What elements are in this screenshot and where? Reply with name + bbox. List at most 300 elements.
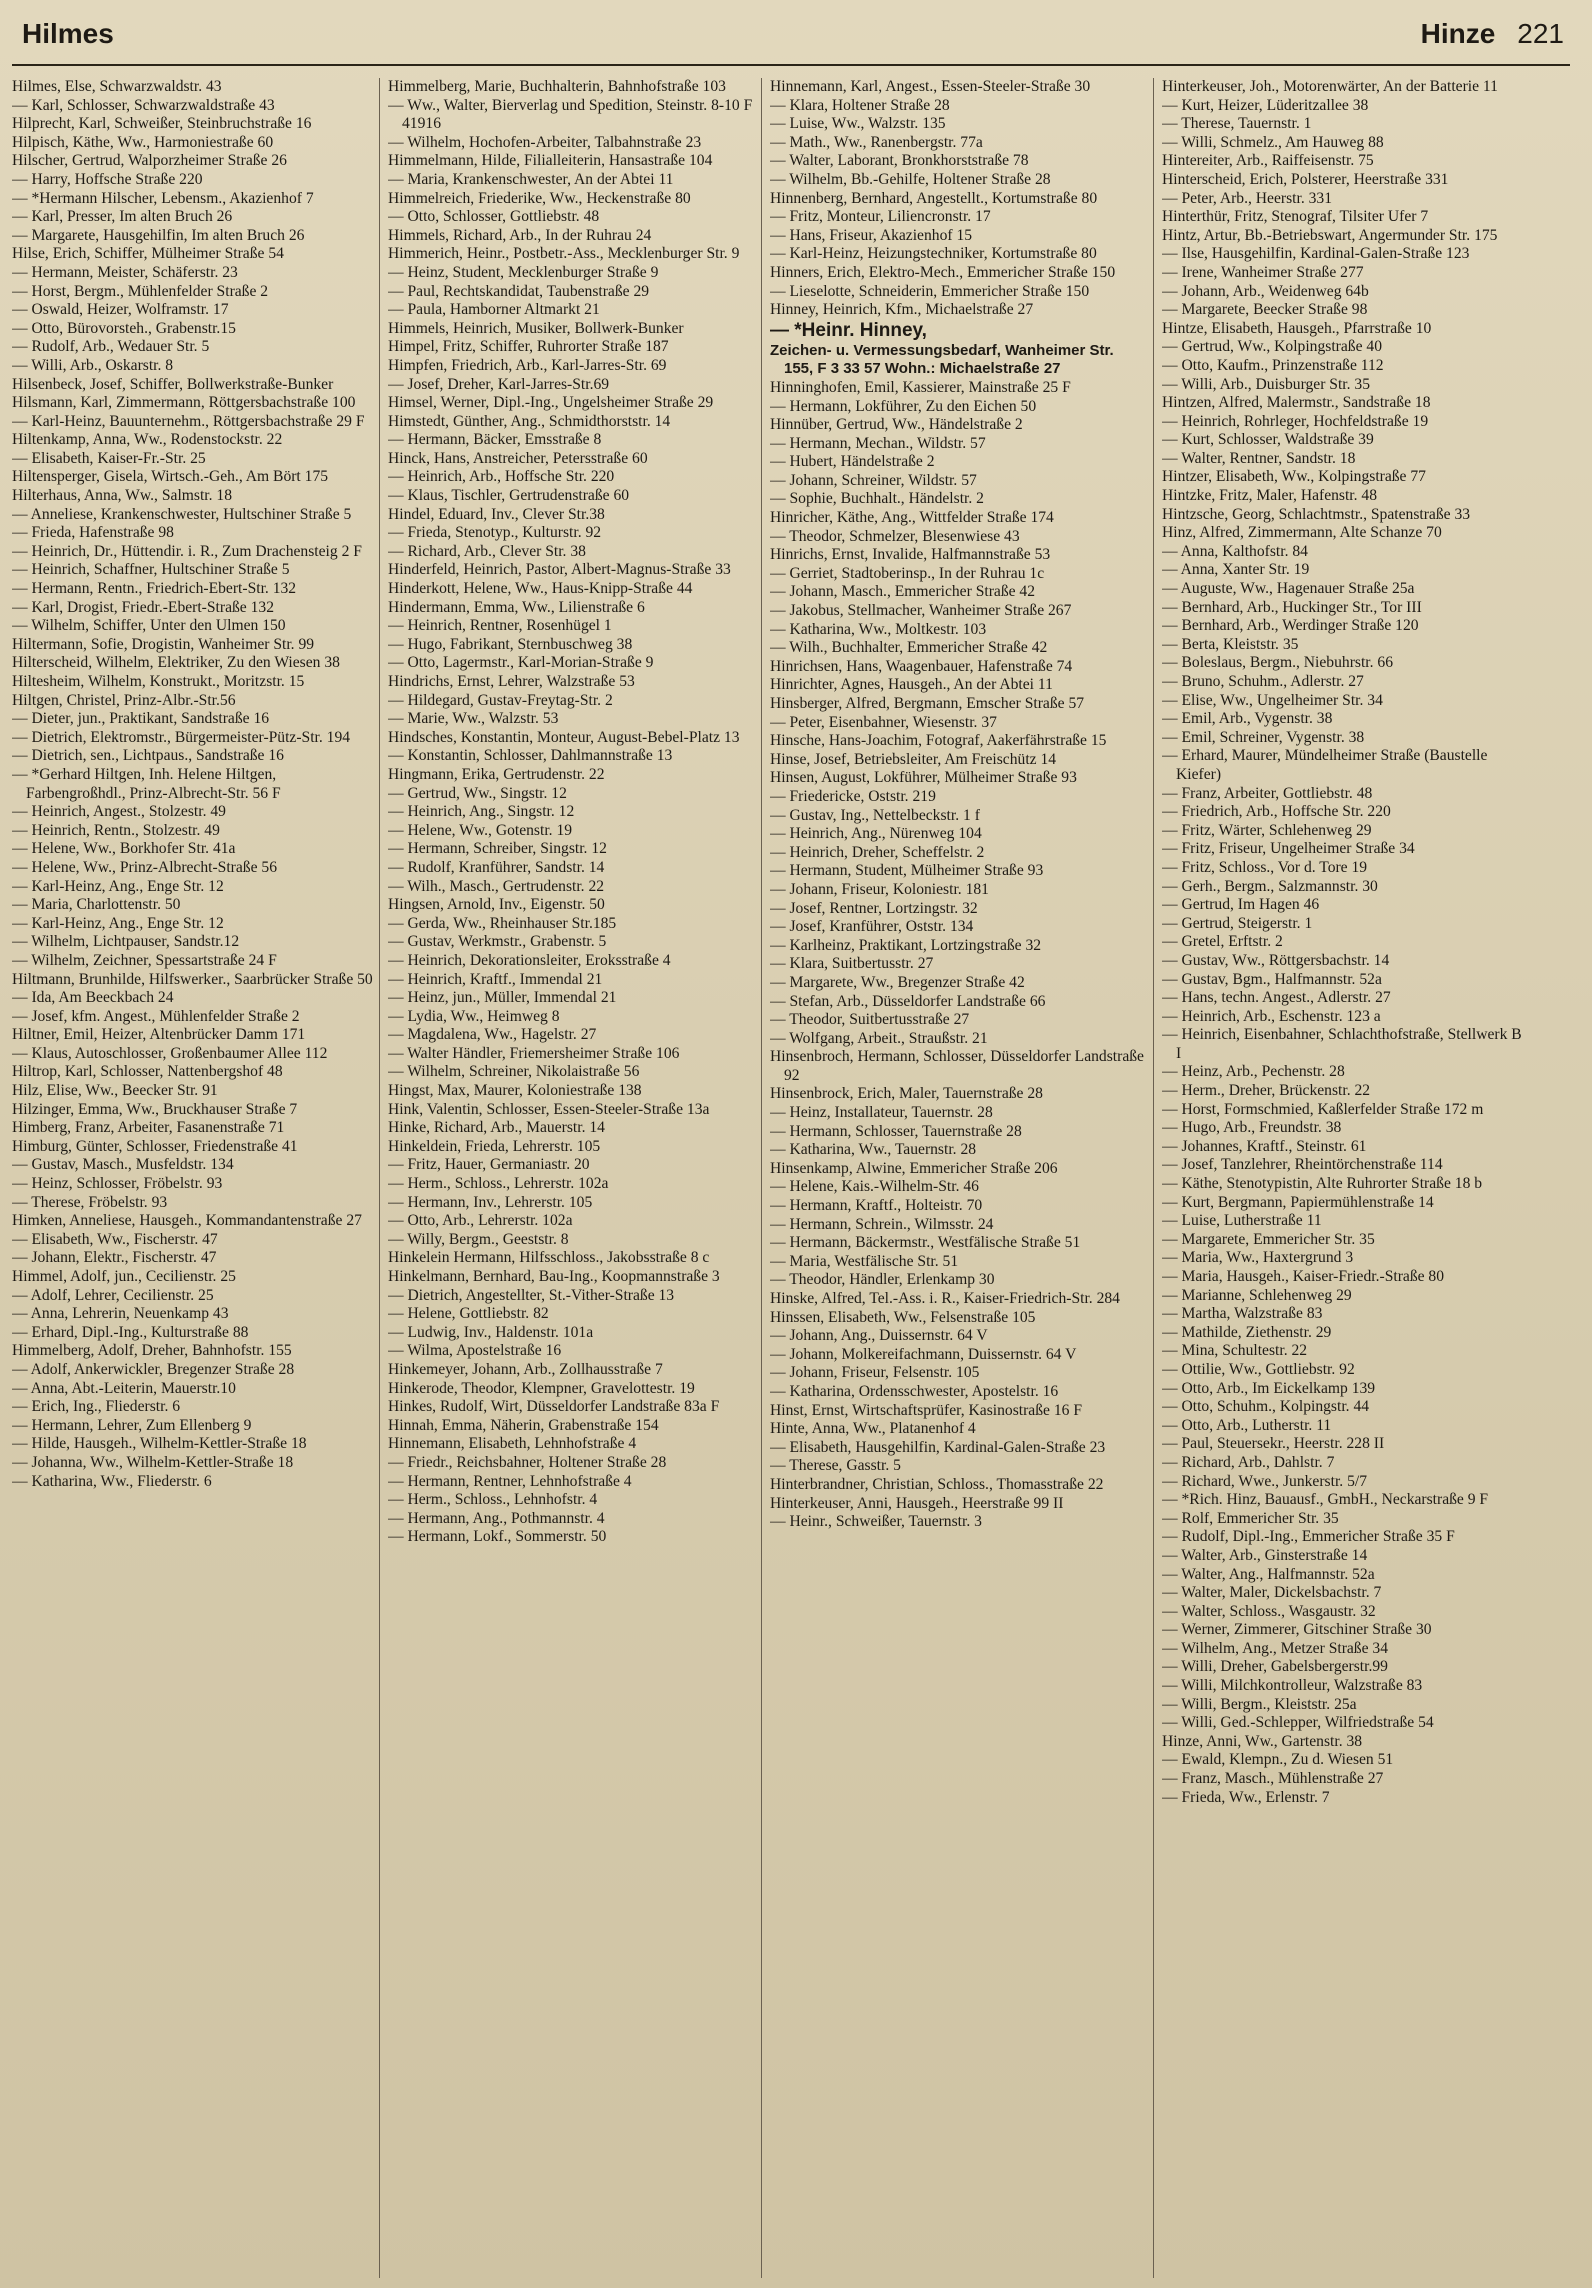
directory-entry: — Johann, Molkereifachmann, Duissernstr. 64 V <box>770 1345 1077 1363</box>
directory-entry: — Otto, Schlosser, Gottliebstr. 48 <box>388 208 600 226</box>
advert-heading: — *Heinr. Hinney, <box>770 319 927 341</box>
directory-entry: Hinterbrandner, Christian, Schloss., Thomasstraße 22 <box>770 1475 1104 1493</box>
directory-entry: — Lydia, Ww., Heimweg 8 <box>388 1007 560 1025</box>
page-header <box>12 18 1570 66</box>
directory-entry: — Anneliese, Krankenschwester, Hultschiner Straße 5 <box>12 505 352 523</box>
directory-entry: Hinck, Hans, Anstreicher, Petersstraße 60 <box>388 449 648 467</box>
directory-entry: — Heinz, jun., Müller, Immendal 21 <box>388 989 617 1007</box>
directory-entry: Hilsenbeck, Josef, Schiffer, Bollwerkstraße-Bunker <box>12 375 334 393</box>
directory-entry: — Gustav, Werkmstr., Grabenstr. 5 <box>388 933 607 951</box>
directory-entry: — Wilhelm, Bb.-Gehilfe, Holtener Straße 28 <box>770 170 1051 188</box>
directory-entry: — Otto, Arb., Lutherstr. 11 <box>1162 1416 1332 1434</box>
directory-entry: Himpfen, Friedrich, Arb., Karl-Jarres-Str. 69 <box>388 356 667 374</box>
directory-entry: — *Gerhard Hiltgen, Inh. Helene Hiltgen, Farbengroßhdl., Prinz-Albrecht-Str. 56 F <box>12 765 281 802</box>
directory-entry: — Klaus, Autoschlosser, Großenbaumer Allee 112 <box>12 1044 328 1062</box>
directory-entry: Hiltermann, Sofie, Drogistin, Wanheimer Str. 99 <box>12 635 315 653</box>
directory-entry: Hilz, Elise, Ww., Beecker Str. 91 <box>12 1082 218 1100</box>
directory-entry: Hinsberger, Alfred, Bergmann, Emscher Straße 57 <box>770 695 1085 712</box>
directory-entry: — Frieda, Hafenstraße 98 <box>12 524 174 542</box>
directory-entry: — Hermann, Lehrer, Zum Ellenberg 9 <box>12 1416 252 1434</box>
directory-entry: — Bernhard, Arb., Huckinger Str., Tor III <box>1162 598 1422 616</box>
directory-entry: — Wilhelm, Zeichner, Spessartstraße 24 F <box>12 951 277 969</box>
directory-entry: — Herm., Dreher, Brückenstr. 22 <box>1162 1082 1371 1100</box>
directory-entry: — Hermann, Bäckermstr., Westfälische Straße 51 <box>770 1234 1081 1252</box>
directory-entry: — Fritz, Wärter, Schlehenweg 29 <box>1162 821 1372 839</box>
directory-entry: — Karl-Heinz, Ang., Enge Str. 12 <box>12 914 224 932</box>
directory-entry: — Konstantin, Schlosser, Dahlmannstraße 13 <box>388 747 673 765</box>
directory-entry: — Sophie, Buchhalt., Händelstr. 2 <box>770 490 984 508</box>
directory-entry: — Anna, Kalthofstr. 84 <box>1162 542 1308 560</box>
directory-entry: — Rolf, Emmericher Str. 35 <box>1162 1509 1339 1527</box>
directory-entry: Hinnenberg, Bernhard, Angestellt., Kortumstraße 80 <box>770 189 1098 207</box>
directory-entry: Hingsen, Arnold, Inv., Eigenstr. 50 <box>388 896 605 914</box>
directory-entry: Himmel, Adolf, jun., Cecilienstr. 25 <box>12 1268 236 1285</box>
directory-entry: — Adolf, Ankerwickler, Bregenzer Straße 28 <box>12 1360 295 1378</box>
directory-entry: Hink, Valentin, Schlosser, Essen-Steeler-Straße 13a <box>388 1100 710 1118</box>
directory-entry: Hintzsche, Georg, Schlachtmstr., Spatenstraße 33 <box>1162 505 1471 523</box>
directory-entry: Hinkerode, Theodor, Klempner, Gravelottestr. 19 <box>388 1379 695 1397</box>
directory-entry: — Gustav, Masch., Musfeldstr. 134 <box>12 1156 234 1174</box>
directory-entry: — Theodor, Schmelzer, Blesenwiese 43 <box>770 527 1020 545</box>
directory-entry: — Anna, Xanter Str. 19 <box>1162 561 1310 579</box>
directory-columns <box>12 78 1570 2278</box>
directory-entry: — Martha, Walzstraße 83 <box>1162 1305 1323 1323</box>
directory-entry: Hiltgen, Christel, Prinz-Albr.-Str.56 <box>12 691 236 709</box>
directory-entry: Hilprecht, Karl, Schweißer, Steinbruchstraße 16 <box>12 115 312 133</box>
directory-entry: Hintz, Artur, Bb.-Betriebswart, Angermunder Str. 175 <box>1162 226 1498 244</box>
directory-entry: — Hermann, Lokf., Sommerstr. 50 <box>388 1528 607 1546</box>
directory-entry: — Maria, Krankenschwester, An der Abtei 11 <box>388 170 674 188</box>
directory-entry: Himmelberg, Marie, Buchhalterin, Bahnhofstraße 103 <box>388 78 726 95</box>
directory-entry: Hinnüber, Gertrud, Ww., Händelstraße 2 <box>770 416 1023 434</box>
directory-entry: — Johann, Masch., Emmericher Straße 42 <box>770 583 1036 601</box>
directory-entry: Hintzke, Fritz, Maler, Hafenstr. 48 <box>1162 487 1378 505</box>
directory-entry: — Otto, Schuhm., Kolpingstr. 44 <box>1162 1398 1370 1416</box>
directory-entry: — Johannes, Kraftf., Steinstr. 61 <box>1162 1137 1367 1155</box>
directory-entry: — Heinrich, Angest., Stolzestr. 49 <box>12 803 226 821</box>
directory-entry: Himmerich, Heinr., Postbetr.-Ass., Mecklenburger Str. 9 <box>388 245 740 263</box>
directory-entry: — Maria, Charlottenstr. 50 <box>12 896 181 914</box>
directory-entry: — Ottilie, Ww., Gottliebstr. 92 <box>1162 1360 1355 1378</box>
directory-entry: — Theodor, Suitbertusstraße 27 <box>770 1011 970 1029</box>
directory-entry: Hilsmann, Karl, Zimmermann, Röttgersbachstraße 100 <box>12 394 356 412</box>
directory-entry: — Margarete, Ww., Bregenzer Straße 42 <box>770 973 1025 991</box>
directory-entry: — Katharina, Ww., Tauernstr. 28 <box>770 1141 977 1159</box>
directory-entry: — Erhard, Dipl.-Ing., Kulturstraße 88 <box>12 1323 249 1341</box>
directory-entry: — Ewald, Klempn., Zu d. Wiesen 51 <box>1162 1751 1394 1769</box>
directory-entry: Hinrichs, Ernst, Invalide, Halfmannstraße 53 <box>770 546 1051 564</box>
directory-entry: — Heinr., Schweißer, Tauernstr. 3 <box>770 1513 982 1531</box>
directory-entry: — Johann, Elektr., Fischerstr. 47 <box>12 1249 217 1267</box>
directory-entry: Hinsenbroch, Hermann, Schlosser, Düsseldorfer Landstraße 92 <box>770 1048 1144 1084</box>
directory-entry: Hinners, Erich, Elektro-Mech., Emmericher Straße 150 <box>770 263 1116 281</box>
directory-entry: — Wilh., Masch., Gertrudenstr. 22 <box>388 877 605 895</box>
directory-entry: — Fritz, Monteur, Liliencronstr. 17 <box>770 208 991 226</box>
directory-entry: Hiltrop, Karl, Schlosser, Nattenbergshof 48 <box>12 1063 283 1081</box>
directory-entry: — Katharina, Ww., Moltkestr. 103 <box>770 620 987 638</box>
directory-entry: — Hilde, Hausgeh., Wilhelm-Kettler-Straße 18 <box>12 1435 307 1453</box>
directory-entry: — Elise, Ww., Ungelheimer Str. 34 <box>1162 691 1383 709</box>
directory-entry: — Rudolf, Arb., Wedauer Str. 5 <box>12 338 210 356</box>
directory-entry: Hinsenkamp, Alwine, Emmericher Straße 206 <box>770 1159 1058 1177</box>
directory-entry: — Herm., Schloss., Lehnhofstr. 4 <box>388 1491 598 1509</box>
directory-entry: — Ww., Walter, Bierverlag und Spedition, Steinstr. 8-10 F 41916 <box>388 96 753 133</box>
directory-entry: — Otto, Arb., Lehrerstr. 102a <box>388 1212 573 1230</box>
column-2 <box>388 78 762 2278</box>
directory-entry: Hingst, Max, Maurer, Koloniestraße 138 <box>388 1082 642 1100</box>
directory-entry: Hilterhaus, Anna, Ww., Salmstr. 18 <box>12 487 233 505</box>
directory-entry: Hilscher, Gertrud, Walporzheimer Straße 26 <box>12 152 287 170</box>
directory-entry: — Hans, techn. Angest., Adlerstr. 27 <box>1162 989 1391 1007</box>
directory-entry: Hinsen, August, Lokführer, Mülheimer Straße 93 <box>770 769 1077 787</box>
directory-entry: Hindermann, Emma, Ww., Lilienstraße 6 <box>388 598 645 616</box>
directory-entry: — *Hermann Hilscher, Lebensm., Akazienhof 7 <box>12 189 314 207</box>
directory-entry: — Dietrich, sen., Lichtpaus., Sandstraße 16 <box>12 747 284 765</box>
directory-entry: — Werner, Zimmerer, Gitschiner Straße 30 <box>1162 1621 1432 1639</box>
directory-entry: — Helene, Gottliebstr. 82 <box>388 1305 549 1323</box>
directory-entry: — Hermann, Bäcker, Emsstraße 8 <box>388 431 602 449</box>
directory-entry: Hinte, Anna, Ww., Platanenhof 4 <box>770 1420 976 1438</box>
directory-entry: — Oswald, Heizer, Wolframstr. 17 <box>12 301 229 319</box>
directory-entry: — Katharina, Ordensschwester, Apostelstr. 16 <box>770 1382 1059 1400</box>
directory-entry: — Gretel, Erftstr. 2 <box>1162 933 1283 951</box>
directory-entry: — Heinrich, Schaffner, Hultschiner Straße 5 <box>12 561 290 579</box>
directory-entry: Hinke, Richard, Arb., Mauerstr. 14 <box>388 1119 605 1137</box>
directory-entry: Hinney, Heinrich, Kfm., Michaelstraße 27 <box>770 301 1034 319</box>
directory-entry: — Jakobus, Stellmacher, Wanheimer Straße 267 <box>770 602 1072 620</box>
directory-entry: Hilterscheid, Wilhelm, Elektriker, Zu den Wiesen 38 <box>12 654 340 672</box>
directory-entry: — Helene, Kais.-Wilhelm-Str. 46 <box>770 1178 979 1196</box>
directory-entry: — Therese, Gasstr. 5 <box>770 1457 901 1475</box>
directory-entry: — Gertrud, Ww., Kolpingstraße 40 <box>1162 338 1383 356</box>
directory-entry: — Karl, Schlosser, Schwarzwaldstraße 43 <box>12 96 275 114</box>
directory-entry: — Johann, Schreiner, Wildstr. 57 <box>770 471 977 489</box>
column-1 <box>12 78 380 2278</box>
directory-entry: — Elisabeth, Hausgehilfin, Kardinal-Galen-Straße 23 <box>770 1438 1106 1456</box>
directory-entry: — Hermann, Lokführer, Zu den Eichen 50 <box>770 397 1037 415</box>
directory-entry: — Heinz, Arb., Pechenstr. 28 <box>1162 1063 1345 1081</box>
directory-entry: — Kurt, Heizer, Lüderitzallee 38 <box>1162 96 1369 114</box>
directory-entry: — Maria, Ww., Haxtergrund 3 <box>1162 1249 1354 1267</box>
header-right <box>1421 18 1564 50</box>
directory-entry: Hinterscheid, Erich, Polsterer, Heerstraße 331 <box>1162 170 1449 188</box>
directory-entry: — Frieda, Stenotyp., Kulturstr. 92 <box>388 524 602 542</box>
directory-entry: — Helene, Ww., Gotenstr. 19 <box>388 821 573 839</box>
directory-entry: — Ludwig, Inv., Haldenstr. 101a <box>388 1323 594 1341</box>
header-right-keyword: Hinze <box>1420 18 1496 49</box>
directory-entry: — Walter, Schloss., Wasgaustr. 32 <box>1162 1602 1376 1620</box>
directory-entry: — Heinrich, Eisenbahner, Schlachthofstraße, Stellwerk B I <box>1162 1026 1522 1062</box>
directory-entry: — Otto, Lagermstr., Karl-Morian-Straße 9 <box>388 654 654 672</box>
directory-entry: — Margarete, Emmericher Str. 35 <box>1162 1230 1375 1248</box>
directory-entry: — Gertrud, Im Hagen 46 <box>1162 896 1320 914</box>
directory-entry: — Adolf, Lehrer, Cecilienstr. 25 <box>12 1286 214 1304</box>
directory-entry: — Willi, Bergm., Kleiststr. 25a <box>1162 1695 1357 1713</box>
directory-entry: Hindel, Eduard, Inv., Clever Str.38 <box>388 505 605 523</box>
directory-entry: Hinterkeuser, Joh., Motorenwärter, An der Batterie 11 <box>1162 78 1498 95</box>
directory-entry: — Otto, Arb., Im Eickelkamp 139 <box>1162 1379 1376 1397</box>
directory-entry: — Willi, Milchkontrolleur, Walzstraße 83 <box>1162 1677 1423 1695</box>
directory-entry: — Karl-Heinz, Bauunternehm., Röttgersbachstraße 29 F <box>12 412 365 430</box>
directory-entry: — Fritz, Hauer, Germaniastr. 20 <box>388 1156 590 1174</box>
directory-entry: — Margarete, Beecker Straße 98 <box>1162 301 1368 319</box>
directory-entry: — Harry, Hoffsche Straße 220 <box>12 170 203 188</box>
directory-entry: Hinricher, Käthe, Ang., Wittfelder Straße 174 <box>770 509 1054 527</box>
directory-entry: — Johann, Ang., Duissernstr. 64 V <box>770 1327 988 1345</box>
directory-entry: — Hermann, Schreiber, Singstr. 12 <box>388 840 607 858</box>
directory-entry: — Hermann, Mechan., Wildstr. 57 <box>770 434 986 452</box>
advert-body: Zeichen- u. Vermessungsbedarf, Wanheimer Str. 155, F 3 33 57 Wohn.: Michaelstraße 27 <box>770 341 1114 378</box>
directory-entry: — Käthe, Stenotypistin, Alte Ruhrorter Straße 18 b <box>1162 1175 1483 1193</box>
directory-entry: Hintzen, Alfred, Malermstr., Sandstraße 18 <box>1162 394 1431 412</box>
directory-entry: Hinderfeld, Heinrich, Pastor, Albert-Magnus-Straße 33 <box>388 561 731 579</box>
directory-entry: — Heinrich, Arb., Eschenstr. 123 a <box>1162 1007 1381 1025</box>
directory-entry: — Wilhelm, Schreiner, Nikolaistraße 56 <box>388 1063 640 1081</box>
directory-entry: — Paula, Hamborner Altmarkt 21 <box>388 301 600 319</box>
directory-entry: — Hans, Friseur, Akazienhof 15 <box>770 226 973 244</box>
directory-entry: — *Rich. Hinz, Bauausf., GmbH., Neckarstraße 9 F <box>1162 1491 1489 1509</box>
directory-entry: — Kurt, Schlosser, Waldstraße 39 <box>1162 431 1374 449</box>
directory-entry: Hinderkott, Helene, Ww., Haus-Knipp-Straße 44 <box>388 580 693 598</box>
directory-entry: — Heinrich, Dekorationsleiter, Eroksstraße 4 <box>388 951 671 969</box>
directory-entry: — Ida, Am Beeckbach 24 <box>12 989 174 1007</box>
directory-entry: — Marie, Ww., Walzstr. 53 <box>388 710 559 728</box>
directory-entry: Himberg, Franz, Arbeiter, Fasanenstraße 71 <box>12 1119 285 1137</box>
directory-entry: — Karlheinz, Praktikant, Lortzingstraße 32 <box>770 936 1042 954</box>
directory-entry: — Theodor, Händler, Erlenkamp 30 <box>770 1271 995 1289</box>
directory-entry: Hinninghofen, Emil, Kassierer, Mainstraße 25 F <box>770 378 1071 396</box>
directory-entry: — Hermann, Schlosser, Tauernstraße 28 <box>770 1122 1022 1140</box>
directory-entry: — Hermann, Rentn., Friedrich-Ebert-Str. 132 <box>12 580 297 598</box>
directory-entry: Hilzinger, Emma, Ww., Bruckhauser Straße 7 <box>12 1100 298 1118</box>
directory-entry: Hiltesheim, Wilhelm, Konstrukt., Moritzstr. 15 <box>12 673 305 690</box>
directory-entry: — Hubert, Händelstraße 2 <box>770 453 935 471</box>
directory-entry: Hilse, Erich, Schiffer, Mülheimer Straße 54 <box>12 245 284 263</box>
directory-entry: Hiltner, Emil, Heizer, Altenbrücker Damm 171 <box>12 1026 306 1044</box>
directory-entry: — Paul, Steuersekr., Heerstr. 228 II <box>1162 1435 1385 1453</box>
directory-entry: — Erhard, Maurer, Mündelheimer Straße (Baustelle Kiefer) <box>1162 747 1488 783</box>
directory-entry: — Josef, kfm. Angest., Mühlenfelder Straße 2 <box>12 1007 300 1025</box>
directory-entry: Hinssen, Elisabeth, Ww., Felsenstraße 105 <box>770 1308 1036 1326</box>
directory-entry: — Dieter, jun., Praktikant, Sandstraße 16 <box>12 710 270 728</box>
directory-entry: — Gertrud, Ww., Singstr. 12 <box>388 784 567 802</box>
directory-entry: — Gerda, Ww., Rheinhauser Str.185 <box>388 914 617 932</box>
directory-entry: — Friedrich, Arb., Hoffsche Str. 220 <box>1162 803 1391 821</box>
directory-entry: — Boleslaus, Bergm., Niebuhrstr. 66 <box>1162 654 1394 672</box>
directory-entry: Himmels, Heinrich, Musiker, Bollwerk-Bunker <box>388 319 684 337</box>
directory-entry: Hinkemeyer, Johann, Arb., Zollhausstraße 7 <box>388 1360 663 1378</box>
directory-entry: — Otto, Kaufm., Prinzenstraße 112 <box>1162 356 1384 374</box>
directory-entry: — Horst, Formschmied, Kaßlerfelder Straße 172 m <box>1162 1100 1484 1118</box>
directory-entry: — Gustav, Bgm., Halfmannstr. 52a <box>1162 970 1382 988</box>
directory-entry: — Peter, Arb., Heerstr. 331 <box>1162 189 1333 207</box>
directory-entry: — Friedericke, Oststr. 219 <box>770 787 936 805</box>
directory-entry: — Walter, Maler, Dickelsbachstr. 7 <box>1162 1584 1382 1602</box>
directory-entry: — Josef, Dreher, Karl-Jarres-Str.69 <box>388 375 610 393</box>
directory-entry: Hilpisch, Käthe, Ww., Harmoniestraße 60 <box>12 133 274 151</box>
directory-entry: — Gerriet, Stadtoberinsp., In der Ruhrau 1c <box>770 564 1045 582</box>
directory-entry: Hinterkeuser, Anni, Hausgeh., Heerstraße 99 II <box>770 1494 1064 1512</box>
directory-entry: — Willy, Bergm., Geeststr. 8 <box>388 1230 569 1248</box>
directory-entry: — Luise, Ww., Walzstr. 135 <box>770 115 946 133</box>
directory-entry: — Fritz, Friseur, Ungelheimer Straße 34 <box>1162 840 1415 858</box>
directory-entry: Hinnemann, Karl, Angest., Essen-Steeler-Straße 30 <box>770 78 1091 95</box>
directory-entry: — Wilhelm, Hochofen-Arbeiter, Talbahnstraße 23 <box>388 133 702 151</box>
directory-entry: Hintze, Elisabeth, Hausgeh., Pfarrstraße 10 <box>1162 319 1432 337</box>
directory-entry: — Dietrich, Angestellter, St.-Vither-Straße 13 <box>388 1286 675 1304</box>
directory-entry: — Dietrich, Elektromstr., Bürgermeister-Pütz-Str. 194 <box>12 728 351 746</box>
directory-entry: — Heinrich, Ang., Singstr. 12 <box>388 803 575 821</box>
directory-entry: — Herm., Schloss., Lehrerstr. 102a <box>388 1175 609 1193</box>
directory-entry: — Berta, Kleiststr. 35 <box>1162 635 1299 653</box>
directory-entry: — Johanna, Ww., Wilhelm-Kettler-Straße 18 <box>12 1453 294 1471</box>
directory-entry: Hinst, Ernst, Wirtschaftsprüfer, Kasinostraße 16 F <box>770 1401 1083 1419</box>
directory-entry: — Heinrich, Ang., Nürenweg 104 <box>770 825 982 843</box>
directory-entry: — Heinrich, Rentn., Stolzestr. 49 <box>12 821 220 839</box>
directory-entry: — Walter Händler, Friemersheimer Straße 106 <box>388 1044 680 1062</box>
directory-entry: — Willi, Ged.-Schlepper, Wilfriedstraße 54 <box>1162 1714 1434 1732</box>
directory-entry: — Lieselotte, Schneiderin, Emmericher Straße 150 <box>770 282 1090 300</box>
directory-entry: — Emil, Arb., Vygenstr. 38 <box>1162 710 1333 728</box>
directory-entry: — Hermann, Schrein., Wilmsstr. 24 <box>770 1215 994 1233</box>
directory-entry: — Anna, Lehrerin, Neuenkamp 43 <box>12 1305 229 1323</box>
column-4 <box>1162 78 1528 2278</box>
directory-entry: — Wolfgang, Arbeit., Straußstr. 21 <box>770 1029 988 1047</box>
directory-entry: — Luise, Lutherstraße 11 <box>1162 1212 1322 1230</box>
directory-entry: Himmels, Richard, Arb., In der Ruhrau 24 <box>388 226 652 244</box>
directory-entry: — Johann, Friseur, Felsenstr. 105 <box>770 1364 980 1382</box>
directory-entry: — Elisabeth, Kaiser-Fr.-Str. 25 <box>12 449 206 467</box>
directory-entry: Hinsche, Hans-Joachim, Fotograf, Aakerfährstraße 15 <box>770 732 1107 750</box>
directory-entry: — Bernhard, Arb., Werdinger Straße 120 <box>1162 617 1419 635</box>
directory-entry: Himpel, Fritz, Schiffer, Ruhrorter Straße 187 <box>388 338 669 356</box>
directory-entry: — Rudolf, Kranführer, Sandstr. 14 <box>388 858 605 876</box>
directory-entry: — Bruno, Schuhm., Adlerstr. 27 <box>1162 673 1364 690</box>
directory-entry: Hingmann, Erika, Gertrudenstr. 22 <box>388 765 605 783</box>
directory-entry: Hinterthür, Fritz, Stenograf, Tilsiter Ufer 7 <box>1162 208 1429 226</box>
directory-entry: — Margarete, Hausgehilfin, Im alten Bruch 26 <box>12 226 305 244</box>
directory-entry: Hinz, Alfred, Zimmermann, Alte Schanze 70 <box>1162 524 1442 542</box>
directory-entry: — Hermann, Inv., Lehrerstr. 105 <box>388 1193 593 1211</box>
directory-entry: — Peter, Eisenbahner, Wiesenstr. 37 <box>770 713 997 731</box>
directory-entry: — Josef, Rentner, Lortzingstr. 32 <box>770 899 978 917</box>
directory-entry: — Mathilde, Ziethenstr. 29 <box>1162 1323 1332 1341</box>
directory-entry: — Hermann, Kraftf., Holteistr. 70 <box>770 1197 983 1215</box>
directory-entry: Hinnemann, Elisabeth, Lehnhofstraße 4 <box>388 1435 637 1453</box>
directory-entry: Himmelmann, Hilde, Filialleiterin, Hansastraße 104 <box>388 152 713 170</box>
directory-entry: Himburg, Günter, Schlosser, Friedenstraße 41 <box>12 1137 298 1155</box>
directory-entry: — Kurt, Bergmann, Papiermühlenstraße 14 <box>1162 1193 1434 1211</box>
directory-entry: — Hildegard, Gustav-Freytag-Str. 2 <box>388 691 613 709</box>
directory-entry: — Franz, Masch., Mühlenstraße 27 <box>1162 1770 1384 1788</box>
directory-entry: — Paul, Rechtskandidat, Taubenstraße 29 <box>388 282 650 300</box>
directory-entry: — Karl-Heinz, Heizungstechniker, Kortumstraße 80 <box>770 245 1097 263</box>
directory-entry: — Heinrich, Arb., Hoffsche Str. 220 <box>388 468 615 486</box>
directory-entry: — Richard, Wwe., Junkerstr. 5/7 <box>1162 1472 1367 1490</box>
directory-entry: — Klaus, Tischler, Gertrudenstraße 60 <box>388 487 630 505</box>
directory-entry: — Josef, Tanzlehrer, Rheintörchenstraße 114 <box>1162 1156 1443 1174</box>
directory-entry: — Willi, Schmelz., Am Hauweg 88 <box>1162 133 1384 151</box>
directory-entry: — Hermann, Ang., Pothmannstr. 4 <box>388 1509 605 1527</box>
directory-entry: — Karl, Presser, Im alten Bruch 26 <box>12 208 233 226</box>
directory-entry: — Heinrich, Rentner, Rosenhügel 1 <box>388 617 612 635</box>
directory-entry: — Walter, Laborant, Bronkhorststraße 78 <box>770 152 1029 170</box>
directory-entry: — Heinz, Installateur, Tauernstr. 28 <box>770 1104 993 1122</box>
directory-entry: Himmelberg, Adolf, Dreher, Bahnhofstr. 155 <box>12 1342 292 1360</box>
directory-entry: — Hermann, Rentner, Lehnhofstraße 4 <box>388 1472 632 1490</box>
directory-entry: — Gustav, Ww., Röttgersbachstr. 14 <box>1162 951 1390 969</box>
directory-entry: — Wilhelm, Schiffer, Unter den Ulmen 150 <box>12 617 286 635</box>
directory-entry: — Ilse, Hausgehilfin, Kardinal-Galen-Straße 123 <box>1162 245 1470 263</box>
directory-entry: — Wilh., Buchhalter, Emmericher Straße 42 <box>770 639 1048 657</box>
directory-entry: — Otto, Bürovorsteh., Grabenstr.15 <box>12 319 236 337</box>
directory-entry: Himstedt, Günther, Ang., Schmidthorststr. 14 <box>388 412 671 430</box>
directory-entry: — Hermann, Student, Mülheimer Straße 93 <box>770 862 1044 880</box>
directory-entry: Hinse, Josef, Betriebsleiter, Am Freischütz 14 <box>770 750 1057 768</box>
header-left-keyword: Hilmes <box>22 18 114 49</box>
directory-entry: Hindrichs, Ernst, Lehrer, Walzstraße 53 <box>388 673 635 690</box>
directory-entry: — Wilhelm, Ang., Metzer Straße 34 <box>1162 1639 1389 1657</box>
directory-entry: — Friedr., Reichsbahner, Holtener Straße 28 <box>388 1453 667 1471</box>
directory-entry: Hinkes, Rudolf, Wirt, Düsseldorfer Landstraße 83a F <box>388 1398 720 1416</box>
directory-entry: Hinkelmann, Bernhard, Bau-Ing., Koopmannstraße 3 <box>388 1268 720 1285</box>
directory-entry: — Heinrich, Dr., Hüttendir. i. R., Zum Drachensteig 2 F <box>12 542 362 560</box>
directory-entry: — Emil, Schreiner, Vygenstr. 38 <box>1162 728 1365 746</box>
directory-entry: Hindsches, Konstantin, Monteur, August-Bebel-Platz 13 <box>388 728 740 746</box>
directory-entry: Himmelreich, Friederike, Ww., Heckenstraße 80 <box>388 189 691 207</box>
directory-entry: — Gustav, Ing., Nettelbeckstr. 1 f <box>770 806 980 824</box>
directory-entry: — Richard, Arb., Clever Str. 38 <box>388 542 586 560</box>
directory-entry: — Gerh., Bergm., Salzmannstr. 30 <box>1162 877 1378 895</box>
directory-entry: — Auguste, Ww., Hagenauer Straße 25a <box>1162 580 1415 598</box>
directory-entry: — Klara, Holtener Straße 28 <box>770 96 950 114</box>
directory-entry: — Hugo, Fabrikant, Sternbuschweg 38 <box>388 635 633 653</box>
directory-entry: Hinrichter, Agnes, Hausgeh., An der Abtei 11 <box>770 676 1053 694</box>
directory-entry: — Heinz, Schlosser, Fröbelstr. 93 <box>12 1175 223 1193</box>
directory-entry: — Heinrich, Rohrleger, Hochfeldstraße 19 <box>1162 412 1429 430</box>
directory-entry: — Klara, Suitbertusstr. 27 <box>770 955 934 973</box>
directory-entry: Hinnah, Emma, Näherin, Grabenstraße 154 <box>388 1416 659 1434</box>
directory-entry: — Walter, Ang., Halfmannstr. 52a <box>1162 1565 1375 1583</box>
directory-entry: — Marianne, Schlehenweg 29 <box>1162 1286 1352 1304</box>
directory-entry: — Erich, Ing., Fliederstr. 6 <box>12 1398 181 1416</box>
directory-entry: — Richard, Arb., Dahlstr. 7 <box>1162 1453 1335 1471</box>
directory-entry: — Helene, Ww., Prinz-Albrecht-Straße 56 <box>12 858 278 876</box>
directory-entry: — Franz, Arbeiter, Gottliebstr. 48 <box>1162 784 1373 802</box>
directory-entry: — Wilhelm, Lichtpauser, Sandstr.12 <box>12 933 240 951</box>
directory-entry: — Hugo, Arb., Freundstr. 38 <box>1162 1119 1342 1137</box>
directory-entry: — Heinrich, Kraftf., Immendal 21 <box>388 970 603 988</box>
directory-entry: Hinze, Anni, Ww., Gartenstr. 38 <box>1162 1732 1363 1750</box>
directory-entry: Hintzer, Elisabeth, Ww., Kolpingstraße 77 <box>1162 468 1426 486</box>
directory-entry: — Heinrich, Dreher, Scheffelstr. 2 <box>770 843 985 861</box>
directory-entry: — Horst, Bergm., Mühlenfelder Straße 2 <box>12 282 269 300</box>
directory-entry: — Therese, Fröbelstr. 93 <box>12 1193 168 1211</box>
directory-entry: — Katharina, Ww., Fliederstr. 6 <box>12 1472 212 1490</box>
directory-entry: — Gertrud, Steigerstr. 1 <box>1162 914 1313 932</box>
directory-entry: — Heinz, Student, Mecklenburger Straße 9 <box>388 263 659 281</box>
directory-entry: — Johann, Arb., Weidenweg 64b <box>1162 282 1369 300</box>
directory-entry: Hinske, Alfred, Tel.-Ass. i. R., Kaiser-Friedrich-Str. 284 <box>770 1290 1120 1307</box>
directory-entry: — Rudolf, Dipl.-Ing., Emmericher Straße 35 F <box>1162 1528 1455 1546</box>
directory-entry: Hinkeldein, Frieda, Lehrerstr. 105 <box>388 1137 601 1155</box>
directory-entry: Hiltmann, Brunhilde, Hilfswerker., Saarbrücker Straße 50 <box>12 970 373 988</box>
directory-entry: — Walter, Arb., Ginsterstraße 14 <box>1162 1546 1368 1564</box>
directory-entry: — Josef, Kranführer, Oststr. 134 <box>770 918 974 936</box>
directory-entry: Hinrichsen, Hans, Waagenbauer, Hafenstraße 74 <box>770 657 1073 675</box>
directory-entry: — Hermann, Meister, Schäferstr. 23 <box>12 263 238 281</box>
directory-entry: Hiltenkamp, Anna, Ww., Rodenstockstr. 22 <box>12 431 283 449</box>
